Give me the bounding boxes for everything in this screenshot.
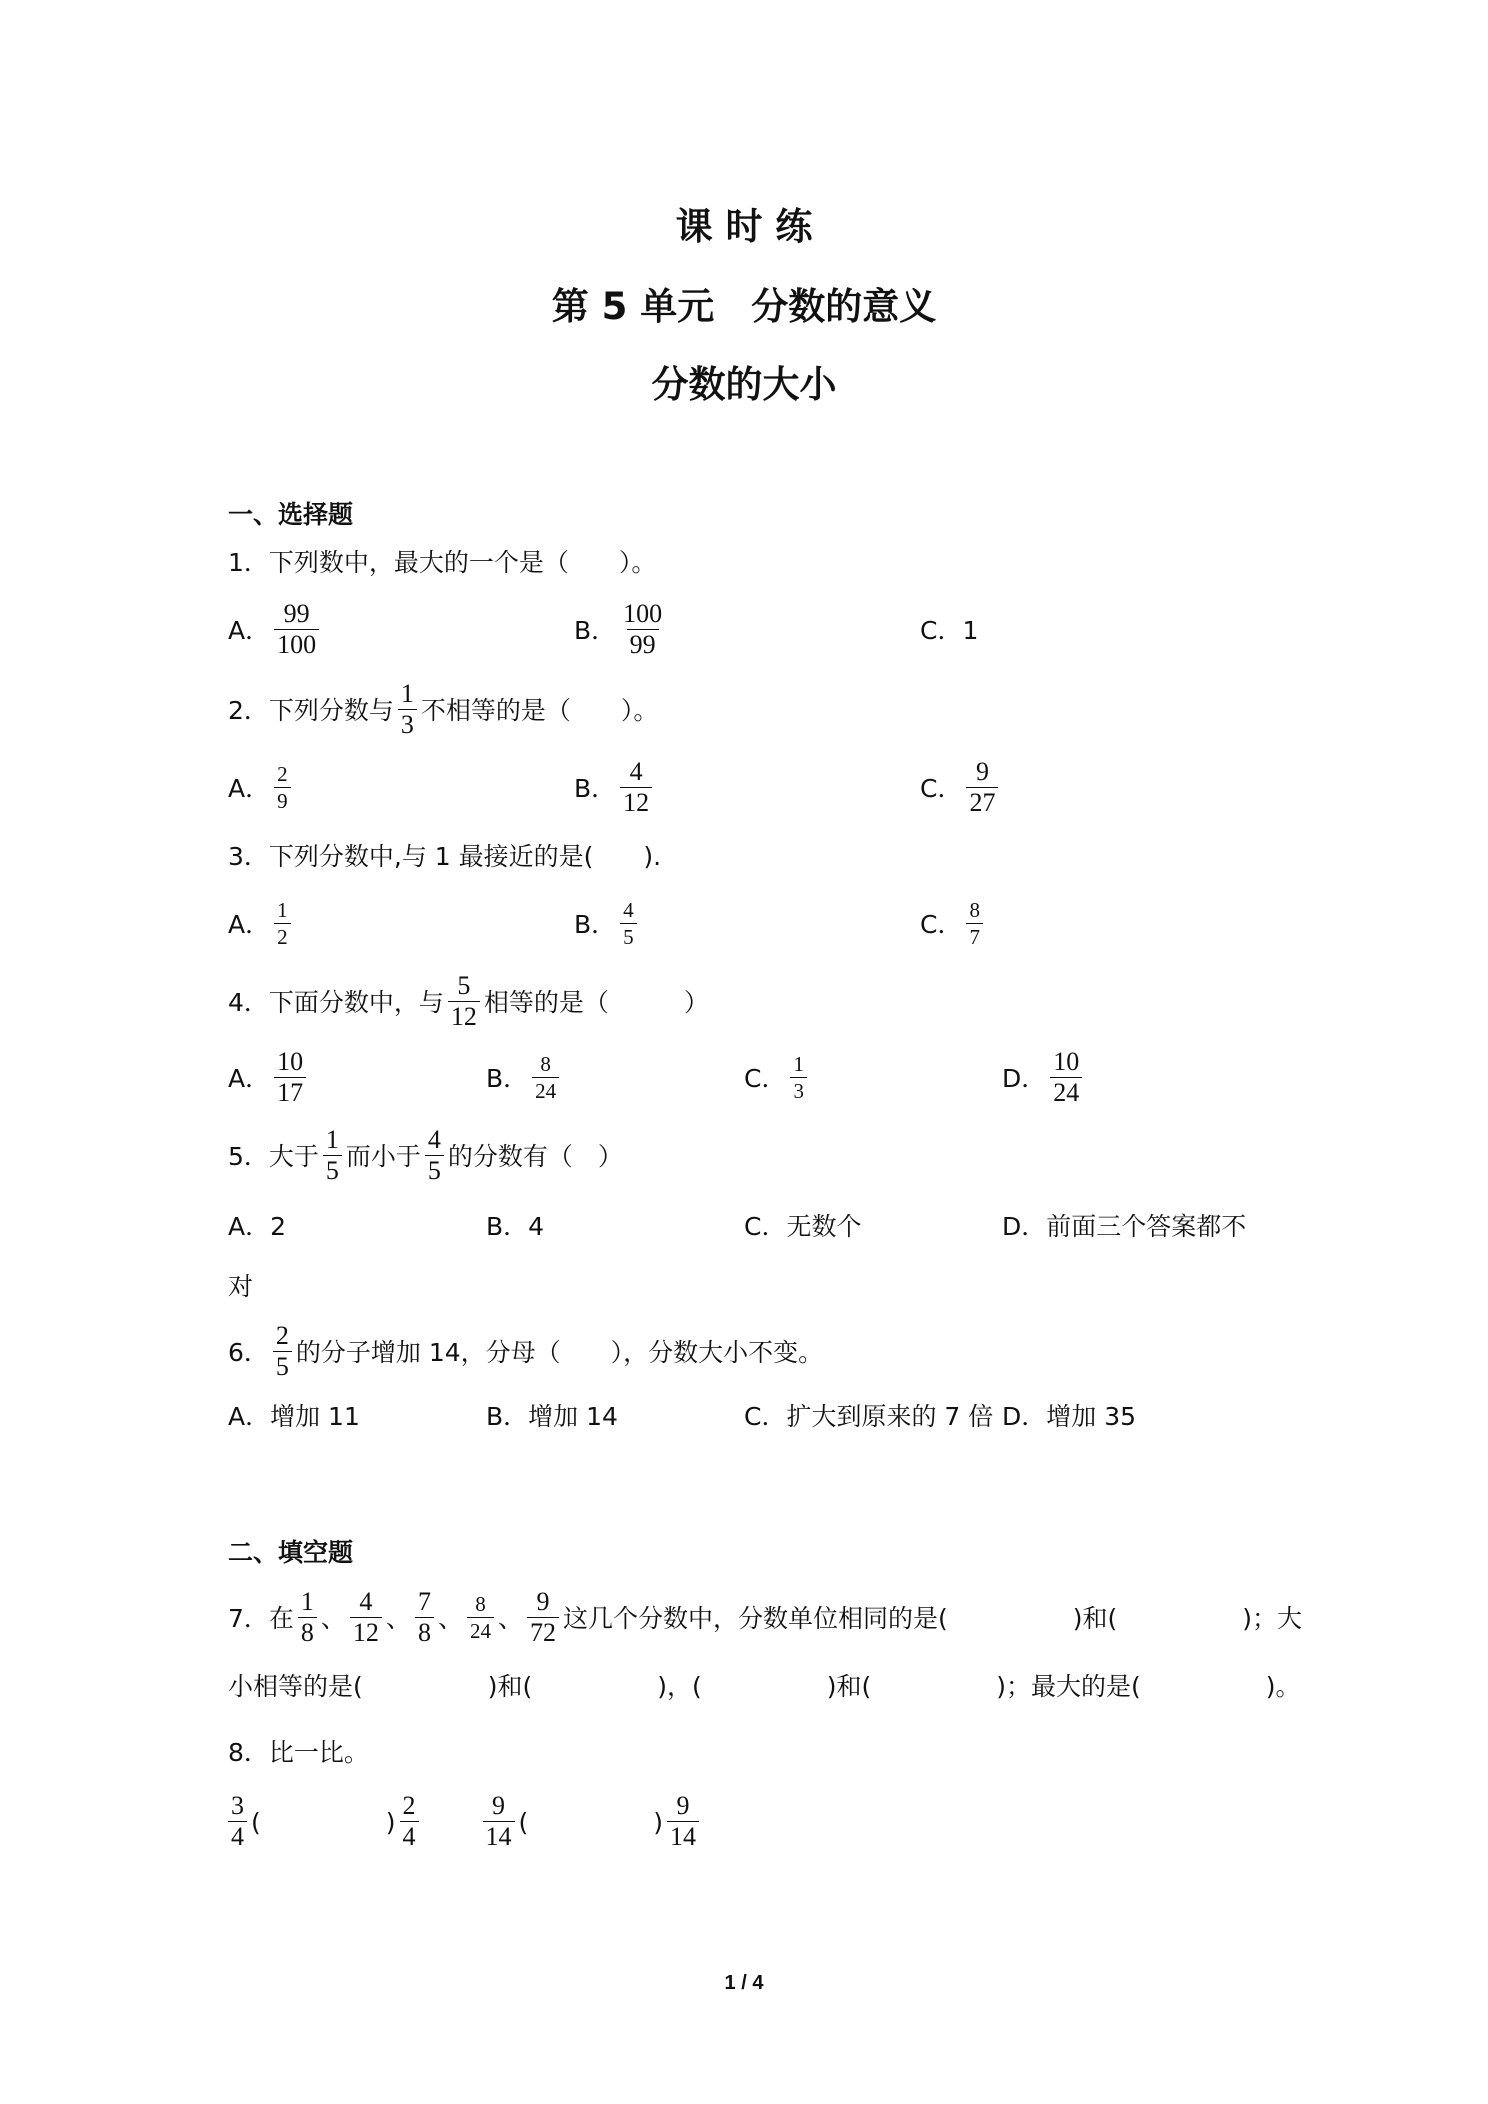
option-label: B． xyxy=(574,910,617,939)
denominator: 5 xyxy=(273,1351,292,1382)
numerator: 10 xyxy=(277,1046,304,1076)
question-7-line-2: 小相等的是( )和( )，( )和( )；最大的是( )。 xyxy=(228,1672,1301,1701)
q4-option-d xyxy=(1002,1042,1086,1112)
question-8-comparisons xyxy=(224,1786,703,1856)
separator: 、 xyxy=(385,1604,411,1633)
q1-option-a xyxy=(228,594,323,664)
numerator: 8 xyxy=(969,897,980,922)
denominator: 24 xyxy=(1050,1077,1082,1108)
denominator: 14 xyxy=(667,1821,699,1852)
q5-option-a: A．2 xyxy=(228,1212,287,1241)
section-heading-fill-in: 二、填空题 xyxy=(228,1538,354,1567)
denominator: 5 xyxy=(323,1155,342,1186)
q6-option-c: C．扩大到原来的 7 倍 xyxy=(744,1402,994,1431)
question-3-stem: 3．下列分数中,与 1 最接近的是( ). xyxy=(228,842,662,871)
question-5-stem xyxy=(228,1120,623,1190)
denominator: 12 xyxy=(620,787,652,818)
numerator: 8 xyxy=(475,1591,486,1616)
numerator: 1 xyxy=(277,897,288,922)
fraction xyxy=(228,1791,247,1852)
fraction xyxy=(323,1125,342,1186)
stem-text: 的分数有（ ） xyxy=(447,1142,623,1171)
numerator: 1 xyxy=(325,1124,339,1154)
q3-option-b xyxy=(574,888,641,958)
denominator: 7 xyxy=(966,923,983,950)
q2-option-c xyxy=(920,752,1002,822)
fraction xyxy=(298,1587,317,1648)
numerator: 8 xyxy=(540,1051,551,1076)
denominator: 2 xyxy=(274,923,291,950)
numerator: 10 xyxy=(1053,1046,1080,1076)
numerator: 4 xyxy=(359,1586,373,1616)
fraction xyxy=(350,1587,382,1648)
q3-option-c xyxy=(920,888,987,958)
question-7-stem xyxy=(228,1582,1302,1652)
stem-text: 2．下列分数与 xyxy=(228,696,394,725)
q4-option-a xyxy=(228,1042,310,1112)
fraction xyxy=(527,1587,559,1648)
option-label: D． xyxy=(1002,1064,1047,1093)
fraction xyxy=(532,1051,559,1104)
numerator: 2 xyxy=(275,1320,289,1350)
option-label: B． xyxy=(574,774,617,803)
option-label: A． xyxy=(228,910,271,939)
fraction xyxy=(790,1051,807,1104)
q6-option-d: D．增加 35 xyxy=(1002,1402,1137,1431)
denominator: 72 xyxy=(527,1617,559,1648)
numerator: 100 xyxy=(623,598,663,628)
fraction xyxy=(274,1047,306,1108)
numerator: 4 xyxy=(623,897,634,922)
numerator: 9 xyxy=(492,1790,506,1820)
q5-option-d-wrap: 对 xyxy=(228,1272,254,1301)
denominator: 99 xyxy=(627,629,659,660)
question-1-stem: 1．下列数中，最大的一个是（ ）。 xyxy=(228,548,657,577)
stem-text: 不相等的是（ ）。 xyxy=(420,696,659,725)
answer-blank[interactable]: ( ) xyxy=(518,1808,664,1837)
fraction xyxy=(425,1125,444,1186)
denominator: 4 xyxy=(400,1821,419,1852)
separator: 、 xyxy=(437,1604,463,1633)
numerator: 4 xyxy=(629,756,643,786)
separator: 、 xyxy=(497,1604,523,1633)
numerator: 9 xyxy=(536,1586,550,1616)
denominator: 100 xyxy=(274,629,319,660)
option-label: A． xyxy=(228,616,271,645)
numerator: 1 xyxy=(793,1051,804,1076)
numerator: 7 xyxy=(417,1586,431,1616)
question-2-stem xyxy=(228,674,658,744)
stem-text: 5．大于 xyxy=(228,1142,319,1171)
section-heading-choice: 一、选择题 xyxy=(228,500,354,529)
fraction xyxy=(467,1591,494,1644)
denominator: 17 xyxy=(274,1077,306,1108)
denominator: 24 xyxy=(467,1617,494,1644)
option-label: A． xyxy=(228,1064,271,1093)
q4-option-b xyxy=(486,1042,563,1112)
numerator: 1 xyxy=(300,1586,314,1616)
option-label: C． xyxy=(744,1064,787,1093)
numerator: 99 xyxy=(283,598,310,628)
denominator: 3 xyxy=(790,1077,807,1104)
fraction xyxy=(274,761,291,814)
denominator: 5 xyxy=(620,923,637,950)
unit-title: 第 5 单元 分数的意义 xyxy=(551,285,937,328)
denominator: 4 xyxy=(228,1821,247,1852)
question-6-stem xyxy=(228,1316,823,1386)
stem-text: 的分子增加 14，分母（ ），分数大小不变。 xyxy=(295,1338,824,1367)
q5-option-c: C．无数个 xyxy=(744,1212,862,1241)
stem-text: 7．在 xyxy=(228,1604,294,1633)
fraction xyxy=(273,1321,292,1382)
q5-option-b: B．4 xyxy=(486,1212,545,1241)
q5-option-d: D．前面三个答案都不 xyxy=(1002,1212,1247,1241)
q6-option-a: A．增加 11 xyxy=(228,1402,360,1431)
lesson-title: 分数的大小 xyxy=(651,363,837,406)
fraction xyxy=(1050,1047,1082,1108)
denominator: 8 xyxy=(298,1617,317,1648)
fraction xyxy=(966,897,983,950)
worksheet-title: 课 时 练 xyxy=(675,205,813,248)
question-8-stem: 8．比一比。 xyxy=(228,1738,369,1767)
option-label: B． xyxy=(486,1064,529,1093)
stem-text: 4．下面分数中，与 xyxy=(228,988,444,1017)
denominator: 12 xyxy=(448,1001,480,1032)
option-label: B． xyxy=(574,616,617,645)
denominator: 12 xyxy=(350,1617,382,1648)
fraction xyxy=(448,971,480,1032)
fraction xyxy=(966,757,998,818)
fraction xyxy=(620,897,637,950)
stem-text: 这几个分数中，分数单位相同的是( )和( )；大 xyxy=(562,1604,1302,1633)
denominator: 9 xyxy=(274,787,291,814)
denominator: 24 xyxy=(532,1077,559,1104)
fraction xyxy=(400,1791,419,1852)
numerator: 5 xyxy=(457,970,471,1000)
fraction xyxy=(274,599,319,660)
stem-text: 相等的是（ ） xyxy=(483,988,709,1017)
q1-option-c: C．1 xyxy=(920,616,979,645)
stem-text: 而小于 xyxy=(345,1142,421,1171)
denominator: 3 xyxy=(398,709,417,740)
fraction xyxy=(620,757,652,818)
separator: 、 xyxy=(320,1604,346,1633)
option-label: A． xyxy=(228,774,271,803)
numerator: 2 xyxy=(277,761,288,786)
q6-option-b: B．增加 14 xyxy=(486,1402,618,1431)
q4-option-c xyxy=(744,1042,811,1112)
numerator: 9 xyxy=(676,1790,690,1820)
option-label: C． xyxy=(920,774,963,803)
denominator: 8 xyxy=(415,1617,434,1648)
page-number: 1 / 4 xyxy=(724,1972,764,1994)
numerator: 1 xyxy=(400,678,414,708)
fraction xyxy=(483,1791,515,1852)
fraction xyxy=(620,599,665,660)
q3-option-a xyxy=(228,888,295,958)
stem-text: 6． xyxy=(228,1338,269,1367)
numerator: 4 xyxy=(427,1124,441,1154)
denominator: 5 xyxy=(425,1155,444,1186)
numerator: 9 xyxy=(975,756,989,786)
fraction xyxy=(667,1791,699,1852)
answer-blank[interactable]: ( ) xyxy=(251,1808,396,1837)
denominator: 27 xyxy=(966,787,998,818)
q1-option-b xyxy=(574,594,669,664)
numerator: 3 xyxy=(231,1790,244,1820)
q2-option-a xyxy=(228,752,295,822)
question-4-stem xyxy=(228,966,709,1036)
numerator: 2 xyxy=(402,1790,416,1820)
fraction xyxy=(274,897,291,950)
denominator: 14 xyxy=(483,1821,515,1852)
fraction xyxy=(398,679,417,740)
option-label: C． xyxy=(920,910,963,939)
q2-option-b xyxy=(574,752,656,822)
fraction xyxy=(415,1587,434,1648)
